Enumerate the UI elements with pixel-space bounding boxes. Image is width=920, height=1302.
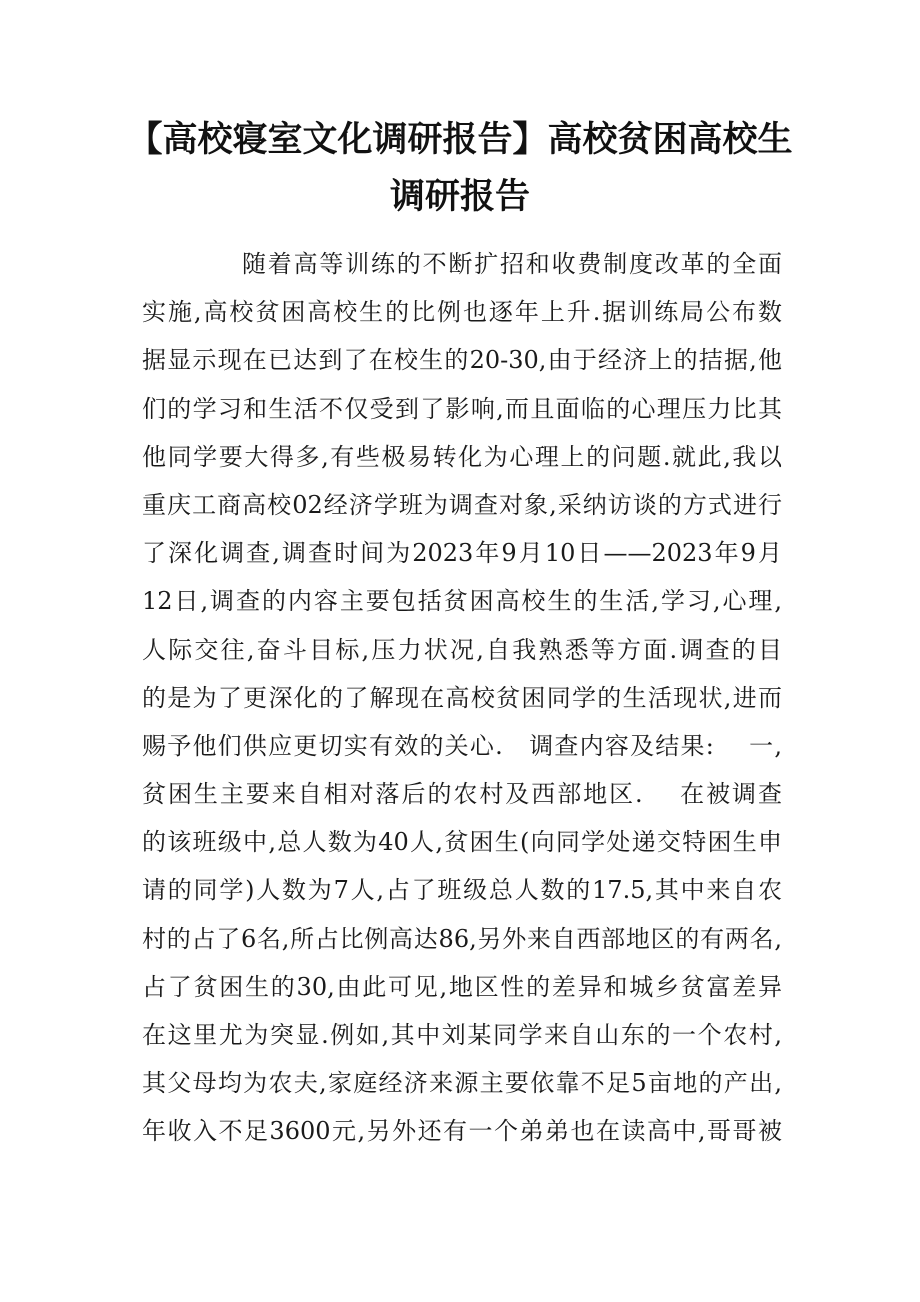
body-line: 村的占了6名,所占比例高达86,另外来自西部地区的有两名, — [142, 924, 782, 953]
body-line: 据显示现在已达到了在校生的20-30,由于经济上的拮据,他 — [142, 346, 782, 375]
document-body — [142, 240, 782, 1156]
document-title — [120, 112, 800, 226]
body-line: 的该班级中,总人数为40人,贫困生(向同学处递交特困生申 — [142, 828, 782, 857]
body-line: 请的同学)人数为7人,占了班级总人数的17.5,其中来自农 — [142, 876, 782, 905]
body-line: 人际交往,奋斗目标,压力状况,自我熟悉等方面.调查的目 — [142, 635, 782, 664]
body-line: 他同学要大得多,有些极易转化为心理上的问题.就此,我以 — [142, 442, 782, 471]
body-line: 赐予他们供应更切实有效的关心. 调查内容及结果: 一, — [142, 731, 782, 760]
body-line: 占了贫困生的30,由此可见,地区性的差异和城乡贫富差异 — [142, 972, 782, 1001]
body-line: 重庆工商高校02经济学班为调查对象,采纳访谈的方式进行 — [142, 490, 782, 519]
body-line: 们的学习和生活不仅受到了影响,而且面临的心理压力比其 — [142, 394, 782, 423]
body-line: 贫困生主要来自相对落后的农村及西部地区. 在被调查 — [142, 780, 782, 809]
body-line: 12日,调查的内容主要包括贫困高校生的生活,学习,心理, — [142, 587, 782, 616]
title-line-1: 【高校寝室文化调研报告】高校贫困高校生 — [127, 120, 793, 160]
body-line: 了深化调查,调查时间为2023年9月10日——2023年9月 — [142, 539, 782, 568]
body-line: 实施,高校贫困高校生的比例也逐年上升.据训练局公布数 — [142, 298, 782, 327]
body-line: 随着高等训练的不断扩招和收费制度改革的全面 — [242, 250, 782, 278]
body-line: 年收入不足3600元,另外还有一个弟弟也在读高中,哥哥被 — [142, 1117, 782, 1146]
body-line: 在这里尤为突显.例如,其中刘某同学来自山东的一个农村, — [142, 1021, 782, 1049]
body-line: 其父母均为农夫,家庭经济来源主要依靠不足5亩地的产出, — [142, 1069, 782, 1098]
title-line-2: 调研报告 — [389, 177, 530, 217]
body-line: 的是为了更深化的了解现在高校贫困同学的生活现状,进而 — [142, 683, 782, 712]
